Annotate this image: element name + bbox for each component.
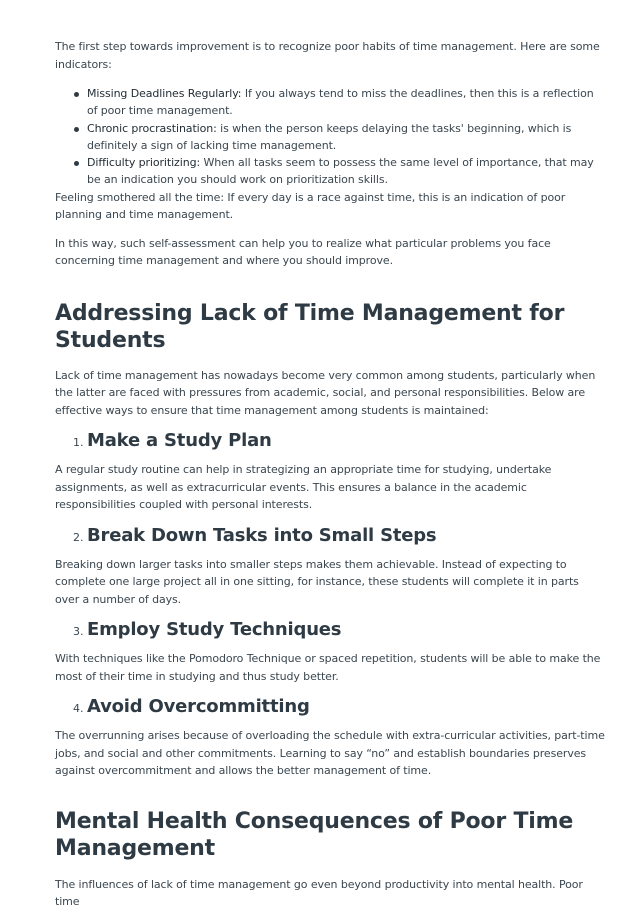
study-techniques-paragraph: With techniques like the Pomodoro Technique or spaced repetition, students will be able to make the most of their time in studying and thus study better.: [55, 652, 601, 683]
indicators-list: [55, 85, 605, 189]
indicator-term: Difficulty prioritizing:: [87, 156, 201, 170]
subheading-study-techniques: [73, 619, 605, 640]
item-title: Employ Study Techniques: [87, 619, 342, 641]
indicator-term: Missing Deadlines Regularly:: [87, 87, 242, 100]
item-title: Avoid Overcommitting: [87, 696, 310, 718]
document-page: [55, 38, 605, 911]
list-item: [87, 154, 605, 189]
item-number: 4.: [73, 702, 84, 716]
break-down-paragraph: Breaking down larger tasks into smaller steps makes them achievable. Instead of expecting to complete one large project all in one sitting, for instance, these students will complete it in parts over a number of days.: [55, 557, 579, 606]
list-item: [87, 85, 605, 120]
item-title: Break Down Tasks into Small Steps: [87, 524, 437, 546]
intro-paragraph: The first step towards improvement is to recognize poor habits of time management. Here are some indicators:: [55, 40, 600, 71]
item-number: 1.: [73, 436, 84, 450]
subheading-study-plan: [73, 430, 605, 451]
section-heading-mental-health: Mental Health Consequences of Poor Time Management: [55, 808, 574, 861]
list-item: [87, 120, 605, 155]
bullet-icon: [74, 92, 79, 97]
item-title: Make a Study Plan: [87, 430, 272, 452]
students-intro-paragraph: Lack of time management has nowadays become very common among students, particularly when the latter are faced with pressures from academic, social, and personal responsibilities. Below are effective ways to ensure that time management among students is maintained:: [55, 368, 596, 417]
bullet-icon: [74, 161, 79, 166]
indicator-text: When all tasks seem to possess the same level of importance, that may be an indication you should work on prioritization skills.: [87, 156, 594, 187]
bullet-icon: [74, 127, 79, 132]
subheading-overcommitting: [73, 696, 605, 717]
mental-health-intro-paragraph: The influences of lack of time management go even beyond productivity into mental health. Poor time: [55, 877, 583, 909]
self-assessment-paragraph: In this way, such self-assessment can help you to realize what particular problems you face concerning time management and where you should improve.: [55, 236, 551, 268]
section-heading-students: Addressing Lack of Time Management for Students: [55, 300, 565, 353]
indicator-term: Chronic procrastination:: [87, 121, 217, 135]
indicator-text: If you always tend to miss the deadlines, then this is a reflection of poor time management.: [87, 87, 594, 118]
study-plan-paragraph: A regular study routine can help in strategizing an appropriate time for studying, undertake assignments, as well as extracurricular events. This ensures a balance in the academic responsibilities coupled with personal interests.: [55, 463, 552, 512]
item-number: 2.: [73, 530, 84, 544]
subheading-break-down: [73, 525, 605, 546]
indicator-text: is when the person keeps delaying the tasks' beginning, which is definitely a sign of lacking time management.: [87, 121, 572, 152]
smothered-paragraph: Feeling smothered all the time: If every day is a race against time, this is an indication of poor planning and time management.: [55, 190, 566, 222]
overcommitting-paragraph: The overrunning arises because of overloading the schedule with extra-curricular activities, part-time jobs, and social and other commitments. Learning to say “no” and establish boundaries preserves against overcommitment and allows the better management of time.: [55, 729, 605, 778]
item-number: 3.: [73, 625, 84, 639]
